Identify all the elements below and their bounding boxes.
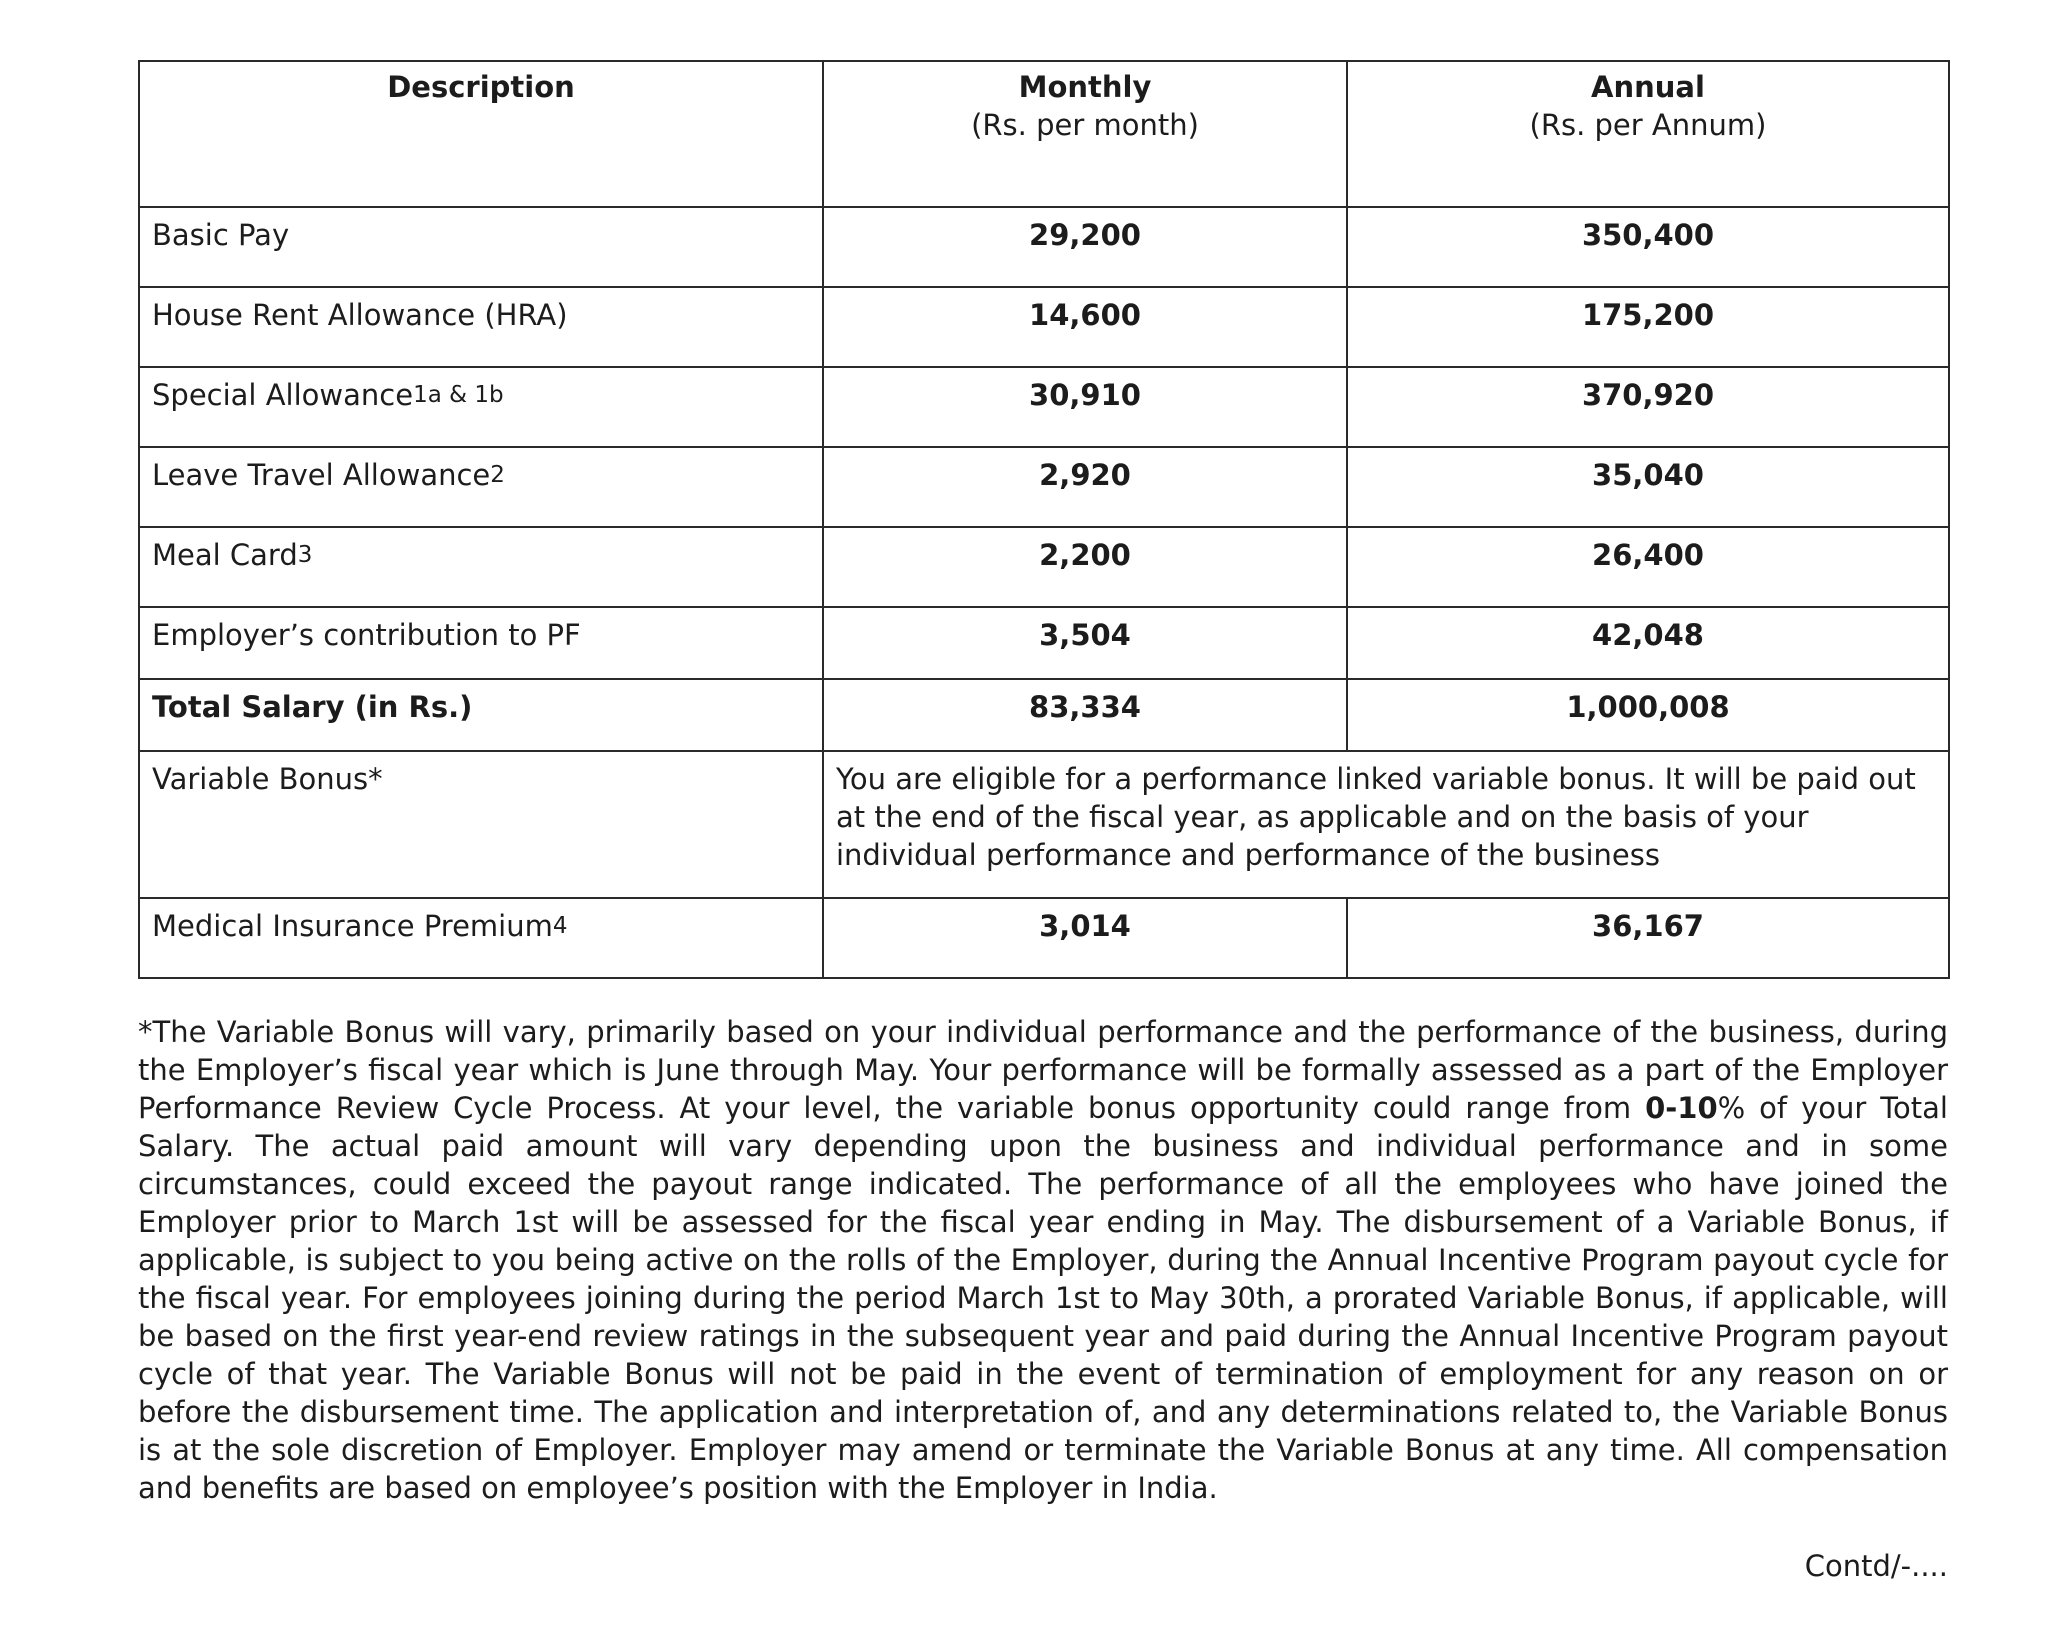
row-annual-special-allowance: 370,920: [1347, 367, 1949, 447]
total-annual: 1,000,008: [1347, 679, 1949, 751]
medical-annual: 36,167: [1347, 898, 1949, 978]
compensation-table: [138, 60, 1950, 979]
row-label-special-allowance: Special Allowance1a & 1b: [139, 367, 823, 447]
row-label-hra: House Rent Allowance (HRA): [139, 287, 823, 367]
medical-row: [139, 898, 1949, 978]
row-label-meal-card: Meal Card3: [139, 527, 823, 607]
row-annual-employer-pf: 42,048: [1347, 607, 1949, 679]
total-label: Total Salary (in Rs.): [139, 679, 823, 751]
table-row: [139, 207, 1949, 287]
row-label-lta: Leave Travel Allowance2: [139, 447, 823, 527]
header-annual: Annual (Rs. per Annum): [1347, 61, 1949, 207]
row-monthly-hra: 14,600: [823, 287, 1347, 367]
variable-bonus-note: *The Variable Bonus will vary, primarily based on your individual performance and the performance of the business, during the Employer’s fiscal year which is June through May. Your performance will be formally assessed as a part of the Employer Performance Review Cycle Process. At your level, the variable bonus opportunity could range from 0-10% of your Total Salary. The actual paid amount will vary depending upon the business and individual performance and in some circumstances, could exceed the payout range indicated. The performance of all the employees who have joined the Employer prior to March 1st will be assessed for the fiscal year ending in May. The disbursement of a Variable Bonus, if applicable, is subject to you being active on the rolls of the Employer, during the Annual Incentive Program payout cycle for the fiscal year. For employees joining during the period March 1st to May 30th, a prorated Variable Bonus, if applicable, will be based on the first year-end review ratings in the subsequent year and paid during the Annual Incentive Program payout cycle of that year. The Variable Bonus will not be paid in the event of termination of employment for any reason on or before the disbursement time. The application and interpretation of, and any determinations related to, the Variable Bonus is at the sole discretion of Employer. Employer may amend or terminate the Variable Bonus at any time. All compensation and benefits are based on employee’s position with the Employer in India.: [138, 1015, 1948, 1505]
row-annual-basic-pay: 350,400: [1347, 207, 1949, 287]
row-monthly-meal-card: 2,200: [823, 527, 1347, 607]
total-monthly: 83,334: [823, 679, 1347, 751]
row-monthly-employer-pf: 3,504: [823, 607, 1347, 679]
row-annual-lta: 35,040: [1347, 447, 1949, 527]
medical-label: Medical Insurance Premium4: [139, 898, 823, 978]
continued-marker: Contd/-....: [1804, 1549, 1948, 1583]
variable-bonus-text: You are eligible for a performance linked variable bonus. It will be paid out at the end of the fiscal year, as applicable and on the basis of your individual performance and performance of the business: [823, 751, 1949, 898]
row-monthly-lta: 2,920: [823, 447, 1347, 527]
table-row: [139, 287, 1949, 367]
total-row: [139, 679, 1949, 751]
table-row: [139, 447, 1949, 527]
header-annual-sub: (Rs. per Annum): [1529, 108, 1767, 142]
bonus-range: 0-10: [1645, 1091, 1718, 1125]
footnote-marker: 4: [552, 913, 568, 939]
header-monthly-sub: (Rs. per month): [971, 108, 1199, 142]
row-label-employer-pf: Employer’s contribution to PF: [139, 607, 823, 679]
row-annual-hra: 175,200: [1347, 287, 1949, 367]
header-description: Description: [139, 61, 823, 207]
table-header-row: [139, 61, 1949, 207]
row-monthly-basic-pay: 29,200: [823, 207, 1347, 287]
footnote-marker: 3: [297, 542, 313, 568]
document-page: [138, 60, 1948, 1583]
row-annual-meal-card: 26,400: [1347, 527, 1949, 607]
footnote-marker: 1a & 1b: [413, 382, 504, 408]
row-monthly-special-allowance: 30,910: [823, 367, 1347, 447]
table-row: [139, 607, 1949, 679]
header-monthly: Monthly (Rs. per month): [823, 61, 1347, 207]
variable-bonus-row: [139, 751, 1949, 898]
row-label-basic-pay: Basic Pay: [139, 207, 823, 287]
table-row: [139, 527, 1949, 607]
variable-bonus-label: Variable Bonus*: [139, 751, 823, 898]
footnote-marker: 2: [490, 462, 505, 488]
medical-monthly: 3,014: [823, 898, 1347, 978]
table-row: [139, 367, 1949, 447]
